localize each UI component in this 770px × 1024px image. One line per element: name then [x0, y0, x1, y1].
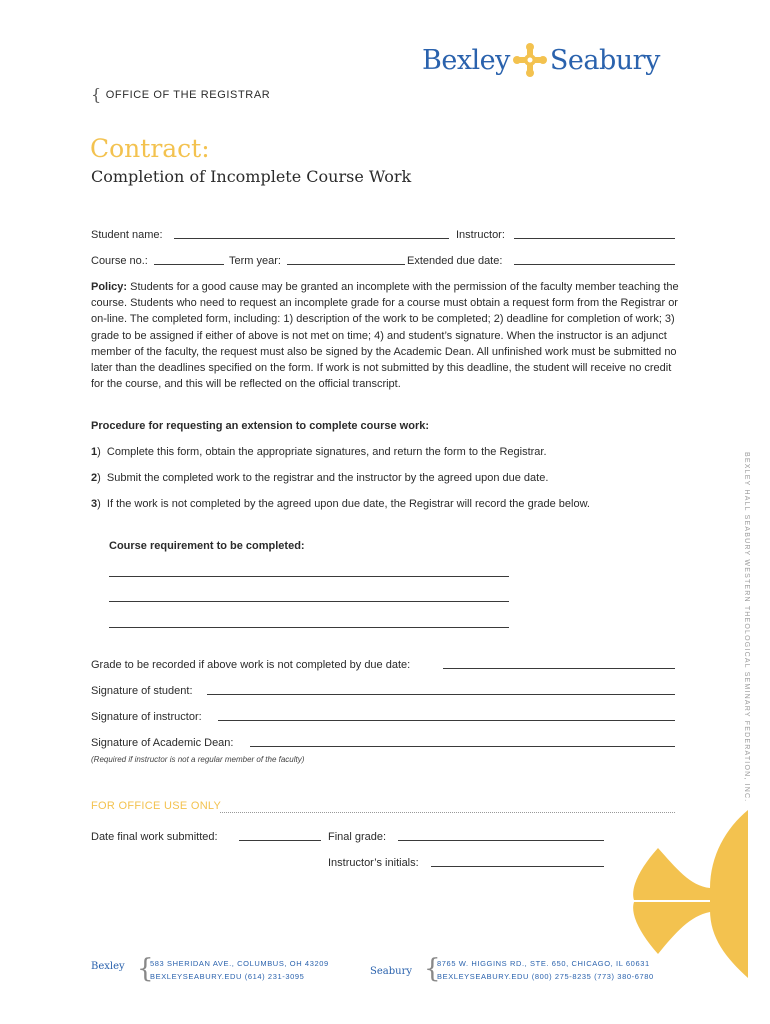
office-use-divider: [220, 812, 675, 813]
step-text: If the work is not completed by the agreed upon due date, the Registrar will record the grade below.: [106, 498, 590, 510]
seabury-address-line2: BEXLEYSEABURY.EDU (800) 275-8235 (773) 380-6780: [437, 972, 654, 981]
step-text: Submit the completed work to the registrar and the instructor by the agreed upon due date.: [106, 472, 549, 484]
footer-bexley-logo: Bexley: [91, 961, 125, 972]
requirement-line-1[interactable]: [109, 576, 509, 577]
requirement-heading: Course requirement to be completed:: [109, 540, 305, 552]
page-title: Contract:: [90, 134, 210, 163]
cross-icon: [513, 43, 547, 77]
term-year-field[interactable]: [287, 264, 405, 265]
footer-bexley-address: [150, 957, 329, 983]
dean-signature-label: Signature of Academic Dean:: [91, 737, 234, 749]
student-name-field[interactable]: [174, 238, 449, 239]
side-text: [738, 452, 750, 802]
procedure-step: 1) Complete this form, obtain the appropriate signatures, and return the form to the Registrar.: [91, 446, 547, 458]
instructor-label: Instructor:: [456, 229, 505, 241]
dean-note: (Required if instructor is not a regular member of the faculty): [91, 755, 305, 764]
instructor-field[interactable]: [514, 238, 675, 239]
footer-brace-icon: {: [424, 954, 441, 984]
side-text-label: BEXLEY HALL SEABURY WESTERN THEOLOGICAL SEMINARY FEDERATION, INC.: [743, 452, 750, 803]
policy-label: Policy:: [91, 281, 128, 293]
course-no-label: Course no.:: [91, 255, 148, 267]
dean-signature-field[interactable]: [250, 746, 675, 747]
step-number: 3: [91, 498, 98, 510]
grade-label: Grade to be recorded if above work is not completed by due date:: [91, 659, 411, 671]
initials-field[interactable]: [431, 866, 604, 867]
requirement-line-2[interactable]: [109, 601, 509, 602]
footer-seabury: [370, 961, 412, 979]
office-label: OFFICE OF THE REGISTRAR: [105, 88, 271, 101]
grade-field[interactable]: [443, 668, 675, 669]
procedure-heading: Procedure for requesting an extension to complete course work:: [91, 420, 430, 432]
footer-brace-icon: {: [137, 954, 154, 984]
student-signature-field[interactable]: [207, 694, 675, 695]
seabury-address-line1: 8765 W. HIGGINS RD., STE. 650, CHICAGO, IL 60631: [437, 959, 650, 968]
step-number: 2: [91, 472, 98, 484]
term-year-label: Term year:: [229, 255, 281, 267]
bexley-address-line2: BEXLEYSEABURY.EDU (614) 231-3095: [150, 972, 305, 981]
date-final-label: Date final work submitted:: [91, 831, 218, 843]
brand-right: Seabury: [549, 44, 660, 76]
course-no-field[interactable]: [154, 264, 224, 265]
brand-logo: [422, 40, 660, 80]
brand-left: Bexley: [422, 44, 510, 76]
instructor-signature-label: Signature of instructor:: [91, 711, 202, 723]
final-grade-label: Final grade:: [328, 831, 387, 843]
requirement-line-3[interactable]: [109, 627, 509, 628]
bexley-address-line1: 583 SHERIDAN AVE., COLUMBUS, OH 43209: [150, 959, 329, 968]
extended-due-date-label: Extended due date:: [407, 255, 503, 267]
student-signature-label: Signature of student:: [91, 685, 193, 697]
policy-paragraph: [91, 279, 681, 392]
step-text: Complete this form, obtain the appropriate signatures, and return the form to the Registrar.: [106, 446, 547, 458]
footer-seabury-address: [437, 957, 654, 983]
extended-due-date-field[interactable]: [514, 264, 675, 265]
footer-seabury-logo: Seabury: [370, 966, 413, 977]
final-grade-field[interactable]: [398, 840, 604, 841]
office-header: [91, 85, 270, 104]
procedure-step: 2) Submit the completed work to the registrar and the instructor by the agreed upon due date.: [91, 472, 549, 484]
instructor-signature-field[interactable]: [218, 720, 675, 721]
student-name-label: Student name:: [91, 229, 163, 241]
policy-text: Students for a good cause may be granted an incomplete with the permission of the faculty member teaching the course. Students who need to request an incomplete grade for a course must obtain a request form from the Registrar or on-line. The completed form, including: 1) description of the work to be completed; 2) deadline for completion of work; 3) grade to be assigned if either of above is not met on time; 4) and student’s signature. When the instructor is an adjunct member of the faculty, the request must also be signed by the Academic Dean. All unfinished work must be submitted no later than the deadlines specified on the form. If work is not submitted by this deadline, the student will receive no credit for the course, and this will be reflected on the official transcript.: [91, 281, 679, 391]
procedure-step: 3) If the work is not completed by the agreed upon due date, the Registrar will record the grade below.: [91, 498, 590, 510]
page-subtitle: Completion of Incomplete Course Work: [91, 167, 412, 186]
step-number: 1: [91, 446, 98, 458]
office-use-heading: FOR OFFICE USE ONLY: [91, 800, 222, 812]
initials-label: Instructor’s initials:: [328, 857, 419, 869]
date-final-field[interactable]: [239, 840, 321, 841]
brace-icon: {: [91, 85, 102, 104]
footer-bexley: [91, 961, 125, 972]
